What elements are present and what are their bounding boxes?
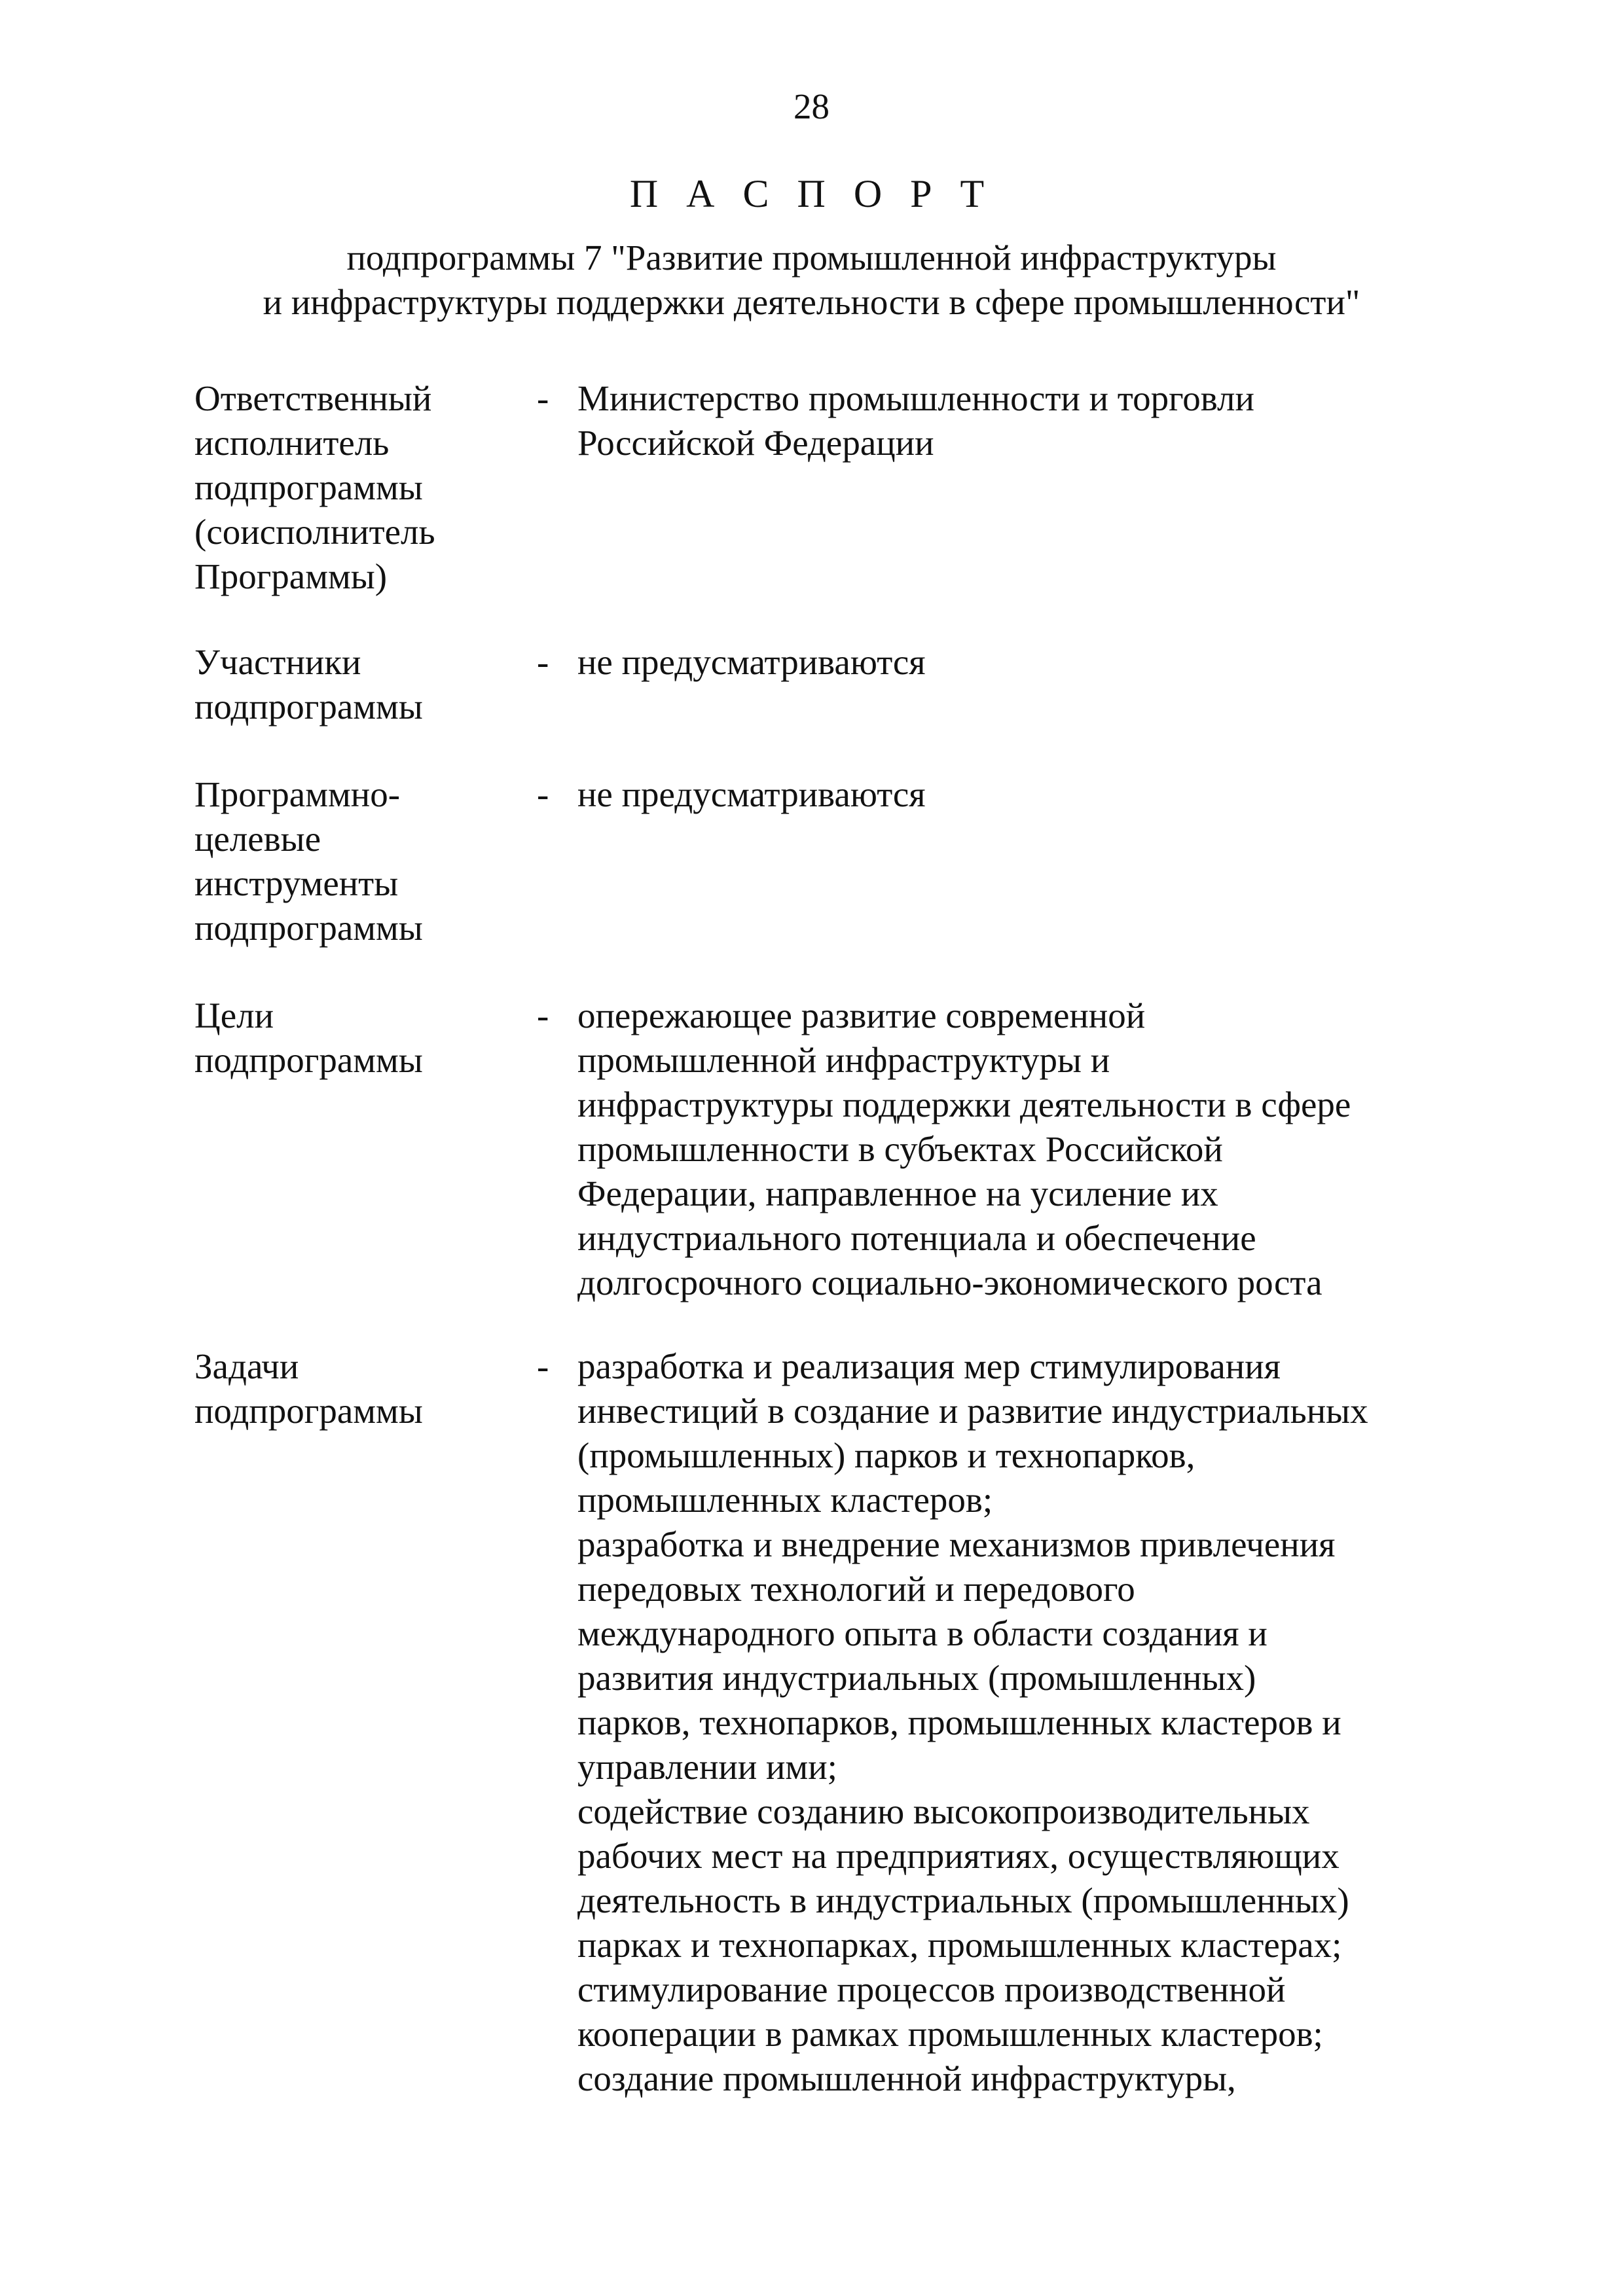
document-title: П А С П О Р Т <box>629 172 994 215</box>
row-label-line: Ответственный <box>194 378 432 418</box>
row-label <box>194 772 535 950</box>
row-value-line: развития индустриальных (промышленных) <box>577 1658 1256 1698</box>
row-label <box>194 994 535 1083</box>
row-value-line: разработка и внедрение механизмов привлечения <box>577 1524 1336 1564</box>
row-value-line: опережающее развитие современной <box>577 996 1146 1035</box>
row-value <box>577 376 1559 465</box>
row-label-line: инструменты <box>194 863 399 903</box>
row-dash: - <box>537 996 549 1035</box>
row-label-line: подпрограммы <box>194 908 423 948</box>
row-value-line: промышленности в субъектах Российской <box>577 1129 1223 1169</box>
row-label-line: подпрограммы <box>194 1040 423 1080</box>
row-value <box>577 640 1559 685</box>
row-label-line: подпрограммы <box>194 1391 423 1431</box>
row-value <box>577 1344 1559 2101</box>
row-label-line: исполнитель <box>194 423 390 463</box>
row-dash: - <box>537 1346 549 1386</box>
row-label <box>194 1344 535 1433</box>
row-value-line: (промышленных) парков и технопарков, <box>577 1435 1195 1475</box>
row-value-line: содействие созданию высокопроизводительных <box>577 1791 1310 1831</box>
row-value-line: промышленных кластеров; <box>577 1480 993 1520</box>
row-value-line: международного опыта в области создания и <box>577 1613 1267 1653</box>
subtitle-line: подпрограммы 7 "Развитие промышленной инфраструктуры <box>346 238 1277 278</box>
row-label-line: Участники <box>194 642 361 682</box>
row-value-line: инвестиций в создание и развитие индустриальных <box>577 1391 1368 1431</box>
row-value <box>577 994 1559 1305</box>
row-value-line: управлении ими; <box>577 1747 837 1787</box>
row-label-line: (соисполнитель <box>194 512 435 552</box>
row-value-line: кооперации в рамках промышленных кластеров; <box>577 2014 1323 2054</box>
row-dash: - <box>537 378 549 418</box>
row-value-line: создание промышленной инфраструктуры, <box>577 2058 1236 2098</box>
row-value-line: не предусматриваются <box>577 642 926 682</box>
row-dash: - <box>537 774 549 814</box>
row-value-line: долгосрочного социально-экономического роста <box>577 1263 1322 1302</box>
page-number: 28 <box>793 86 830 126</box>
row-label <box>194 640 535 729</box>
row-value-line: Министерство промышленности и торговли <box>577 378 1254 418</box>
row-value-line: передовых технологий и передового <box>577 1569 1135 1609</box>
document-subtitle <box>0 236 1623 325</box>
row-value-line: разработка и реализация мер стимулирования <box>577 1346 1281 1386</box>
row-label <box>194 376 535 599</box>
row-value-line: рабочих мест на предприятиях, осуществляющих <box>577 1836 1340 1876</box>
subtitle-line: и инфраструктуры поддержки деятельности в сфере промышленности" <box>263 282 1360 322</box>
row-value-line: Федерации, направленное на усиление их <box>577 1174 1218 1213</box>
row-value-line: Российской Федерации <box>577 423 934 463</box>
row-value <box>577 772 1559 817</box>
row-value-line: индустриального потенциала и обеспечение <box>577 1218 1256 1258</box>
row-value-line: парках и технопарках, промышленных кластерах; <box>577 1925 1342 1965</box>
row-value-line: не предусматриваются <box>577 774 926 814</box>
row-label-line: Программно- <box>194 774 401 814</box>
row-label-line: целевые <box>194 819 321 859</box>
row-value-line: инфраструктуры поддержки деятельности в сфере <box>577 1085 1351 1124</box>
row-label-line: Цели <box>194 996 274 1035</box>
row-value-line: парков, технопарков, промышленных кластеров и <box>577 1702 1341 1742</box>
row-label-line: подпрограммы <box>194 467 423 507</box>
row-value-line: деятельность в индустриальных (промышленных) <box>577 1880 1349 1920</box>
row-value-line: стимулирование процессов производственной <box>577 1969 1286 2009</box>
row-label-line: подпрограммы <box>194 687 423 726</box>
row-label-line: Задачи <box>194 1346 299 1386</box>
row-dash: - <box>537 642 549 682</box>
row-label-line: Программы) <box>194 556 388 596</box>
row-value-line: промышленной инфраструктуры и <box>577 1040 1110 1080</box>
